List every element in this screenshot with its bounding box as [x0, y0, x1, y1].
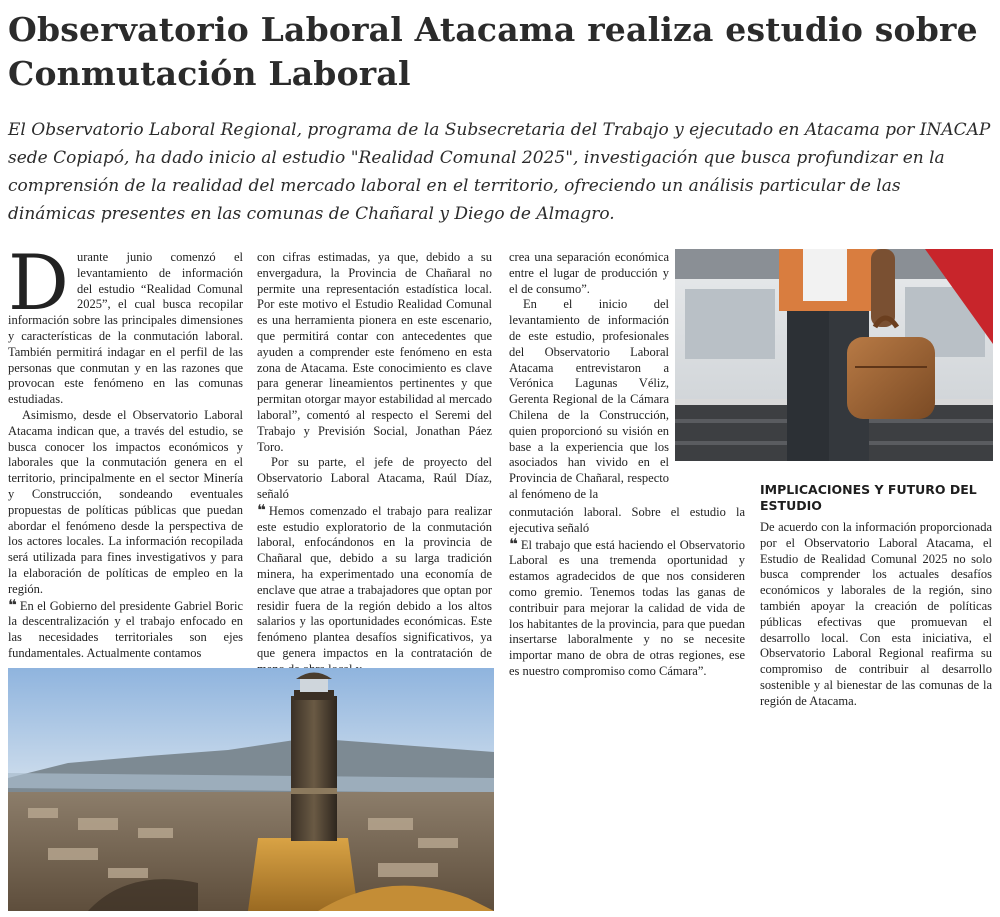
- sidebar-title: IMPLICACIONES Y FUTURO DEL ESTUDIO: [760, 482, 977, 513]
- headline-rest: realiza estudio sobre Conmutación Laboral: [8, 10, 978, 93]
- quote-paragraph: [509, 534, 745, 680]
- paragraph-text: Hemos comenzado el trabajo para realizar este estudio exploratorio de la conmutación laboral, enfocándonos en la provincia de Chañaral que, debido a su larga tradición minera, ha experimentado una economía de enclave que atrae a trabajadores que optan por residir fuera de la región debido a los altos salarios y las oportunidades económicas. Este fenómeno plantea desafíos significativos, ya que genera impactos en la contratación de: [257, 503, 492, 660]
- paragraph-text: En el Gobierno del presidente Gabriel Boric la descentralización y el trabajo enfocado en las necesidades territoriales son ejes fundamentales. Actualmente contamos: [8, 598, 243, 660]
- article-headline: [8, 8, 993, 96]
- paragraph: En el inicio del levantamiento de información de este estudio, profesionales del Observatorio Laboral Atacama entrevistaron a Verónica Lagunas Véliz, Gerenta Regional de la Cámara Chilena de la Construcción, quien proporcionó su visión en base a la experiencia que los asociados han vivido en el Provincia de Chañaral, respecto al fenómeno de la: [509, 297, 669, 501]
- paragraph: con cifras estimadas, ya que, debido a su envergadura, la Provincia de Chañaral no permite una representación estadística local. Por este motivo el Estudio Realidad Comunal es una herramienta pionera en este escenario, que permitirá contar con antecedentes que ayuden a comprender este fenómeno en esta zona de Atacama. Este conocimiento es clave para generar lineamientos pertinentes y que permitan otorgar mayor estabilidad al mercado laboral”, comentó al respecto el Seremi del Trabajo y Previsión Social, Jonathan Páez Toro.: [257, 250, 492, 454]
- photo-lighthouse-tower: [8, 668, 494, 911]
- quote-icon: ❝: [8, 595, 17, 614]
- headline-bold: Observatorio Laboral Atacama: [8, 10, 576, 49]
- article-lead: El Observatorio Laboral Regional, programa de la Subsecretaria del Trabajo y ejecutado en Atacama por INACAP sede Copiapó, ha dado inicio al estudio "Realidad Comunal 2025", investigación que busca profundizar en la comprensión de la realidad del mercado laboral en el territorio, ofreciendo un análisis particular de las dinámicas presentes en las comunas de Chañaral y Diego de Almagro.: [8, 120, 991, 224]
- quote-icon: ❝: [509, 534, 518, 553]
- quote-icon: ❝: [257, 500, 266, 519]
- paragraph-text: El trabajo que está haciendo el Observatorio Laboral es una tremenda oportunidad y estamos agradecidos de que nos consideren como gremio. Tenemos todas las ganas de contribuir para mejorar la calidad de vida de los habitantes de la provincia, para que puedan insertarse laboralmente y no se necesite importar mano de obra de otras regiones, ese es nuestro compromiso como Cámara”.: [509, 537, 745, 678]
- traveler-illustration: [675, 249, 993, 461]
- column-1: [8, 238, 243, 662]
- tower-illustration: [8, 668, 494, 911]
- drop-cap: D: [8, 238, 69, 327]
- paragraph: Por su parte, el jefe de proyecto del Observatorio Laboral Atacama, Raúl Díaz, señaló: [257, 455, 492, 501]
- column-2: [257, 250, 492, 678]
- sidebar-text: De acuerdo con la información proporcionada por el Observatorio Laboral Atacama, el Estudio de Realidad Comunal 2025 no solo busca comprender los actuales desafíos económicos y laborales de la región, sino también apoyar la creación de políticas públicas efectivas que promuevan el desarrollo local. Con esta iniciativa, el Observatorio Laboral Regional reafirma su compromiso de contribuir al desarrollo sostenible y al bienestar de las comunas de la región de Atacama.: [760, 520, 992, 708]
- column-3-continued: [509, 505, 745, 680]
- paragraph-text: urante junio comenzó el levantamiento de información del estudio “Realidad Comunal 2025”, el cual busca recopilar información sobre las principales dimensiones y características de la conmutación laboral. También permitirá indagar en el perfil de las personas que conmutan y en las razones que provocan este fenómeno en las comunas estudiadas.: [8, 250, 243, 407]
- quote-paragraph: [8, 595, 243, 662]
- paragraph-intro: [8, 238, 243, 408]
- quote-paragraph: [257, 500, 492, 678]
- column-3: [509, 250, 669, 503]
- photo-traveler-suitcase: [675, 249, 993, 461]
- paragraph: Asimismo, desde el Observatorio Laboral Atacama indican que, a través del estudio, se busca conocer los impactos económicos y laborales que la conmutación genera en el territorio, principalmente en el sector Minería y Construcción, sondeando eventuales propuestas de políticas públicas que puedan abordar el fenómeno desde la perspectiva de los actores locales. La información recopilada será utilizada para fines investigativos y para la elaboración de políticas de empleo en la región.: [8, 407, 243, 596]
- sidebar-body: [760, 520, 992, 710]
- paragraph: crea una separación económica entre el lugar de producción y el de consumo”.: [509, 250, 669, 296]
- paragraph: conmutación laboral. Sobre el estudio la ejecutiva señaló: [509, 505, 745, 535]
